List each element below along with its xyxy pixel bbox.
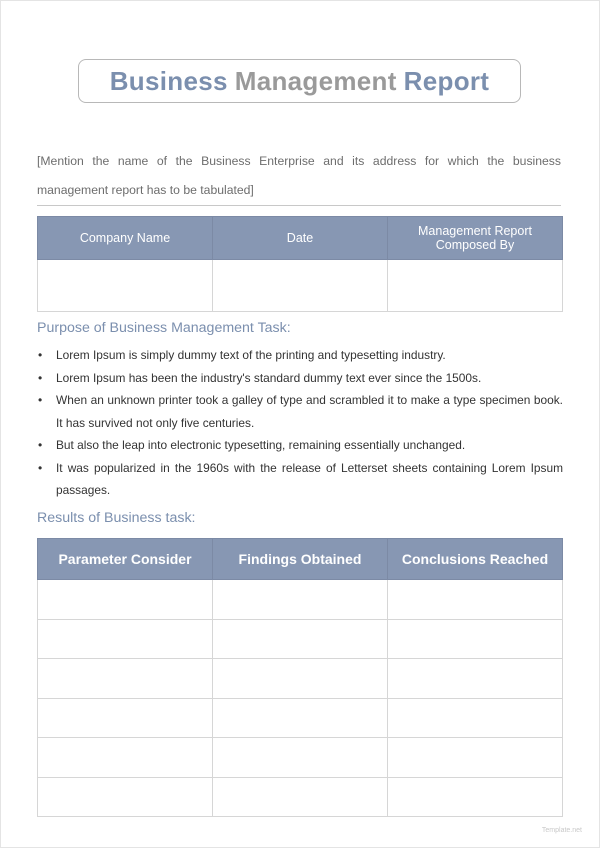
watermark: Template.net (541, 827, 582, 834)
header-conclusions-reached: Conclusions Reached (388, 539, 563, 580)
list-item: • It was popularized in the 1960s with the release of Letterset sheets containing Lorem Ipsum passages. (37, 457, 563, 502)
conclusions-cell[interactable] (388, 738, 563, 778)
table-row (38, 659, 563, 699)
findings-cell[interactable] (213, 580, 388, 620)
document-title (78, 59, 521, 103)
date-cell[interactable] (213, 260, 388, 312)
results-heading: Results of Business task: (37, 510, 196, 526)
parameter-cell[interactable] (38, 659, 213, 699)
parameter-cell[interactable] (38, 580, 213, 620)
parameter-cell[interactable] (38, 777, 213, 817)
header-findings-obtained: Findings Obtained (213, 539, 388, 580)
title-word-business: Business (109, 65, 228, 96)
results-table-header-row (38, 539, 563, 580)
info-table-header-row (38, 217, 563, 260)
composed-by-cell[interactable] (388, 260, 563, 312)
parameter-cell[interactable] (38, 619, 213, 659)
conclusions-cell[interactable] (388, 619, 563, 659)
parameter-cell[interactable] (38, 738, 213, 778)
conclusions-cell[interactable] (388, 580, 563, 620)
purpose-heading: Purpose of Business Management Task: (37, 320, 291, 336)
list-item: • Lorem Ipsum has been the industry's standard dummy text ever since the 1500s. (37, 367, 563, 390)
table-row (38, 580, 563, 620)
findings-cell[interactable] (213, 619, 388, 659)
purpose-bullet-list (37, 344, 563, 502)
conclusions-cell[interactable] (388, 777, 563, 817)
list-item: • But also the leap into electronic typesetting, remaining essentially unchanged. (37, 434, 563, 457)
header-parameter-consider: Parameter Consider (38, 539, 213, 580)
list-item: • When an unknown printer took a galley of type and scrambled it to make a type specimen book. It has survived not only five centuries. (37, 389, 563, 434)
header-company-name: Company Name (38, 217, 213, 260)
parameter-cell[interactable] (38, 698, 213, 738)
table-row (38, 698, 563, 738)
table-row (38, 260, 563, 312)
table-row (38, 777, 563, 817)
table-row (38, 619, 563, 659)
header-date: Date (213, 217, 388, 260)
title-word-report: Report (403, 65, 490, 96)
results-table (37, 538, 563, 817)
table-row (38, 738, 563, 778)
conclusions-cell[interactable] (388, 659, 563, 699)
findings-cell[interactable] (213, 777, 388, 817)
company-name-cell[interactable] (38, 260, 213, 312)
conclusions-cell[interactable] (388, 698, 563, 738)
company-info-table (37, 216, 563, 312)
list-item: • Lorem Ipsum is simply dummy text of the printing and typesetting industry. (37, 344, 563, 367)
header-composed-by: Management Report Composed By (388, 217, 563, 260)
title-word-management: Management (234, 65, 397, 96)
instruction-text: [Mention the name of the Business Enterprise and its address for which the business management report has to be tabulated] (37, 147, 561, 206)
findings-cell[interactable] (213, 698, 388, 738)
findings-cell[interactable] (213, 659, 388, 699)
findings-cell[interactable] (213, 738, 388, 778)
